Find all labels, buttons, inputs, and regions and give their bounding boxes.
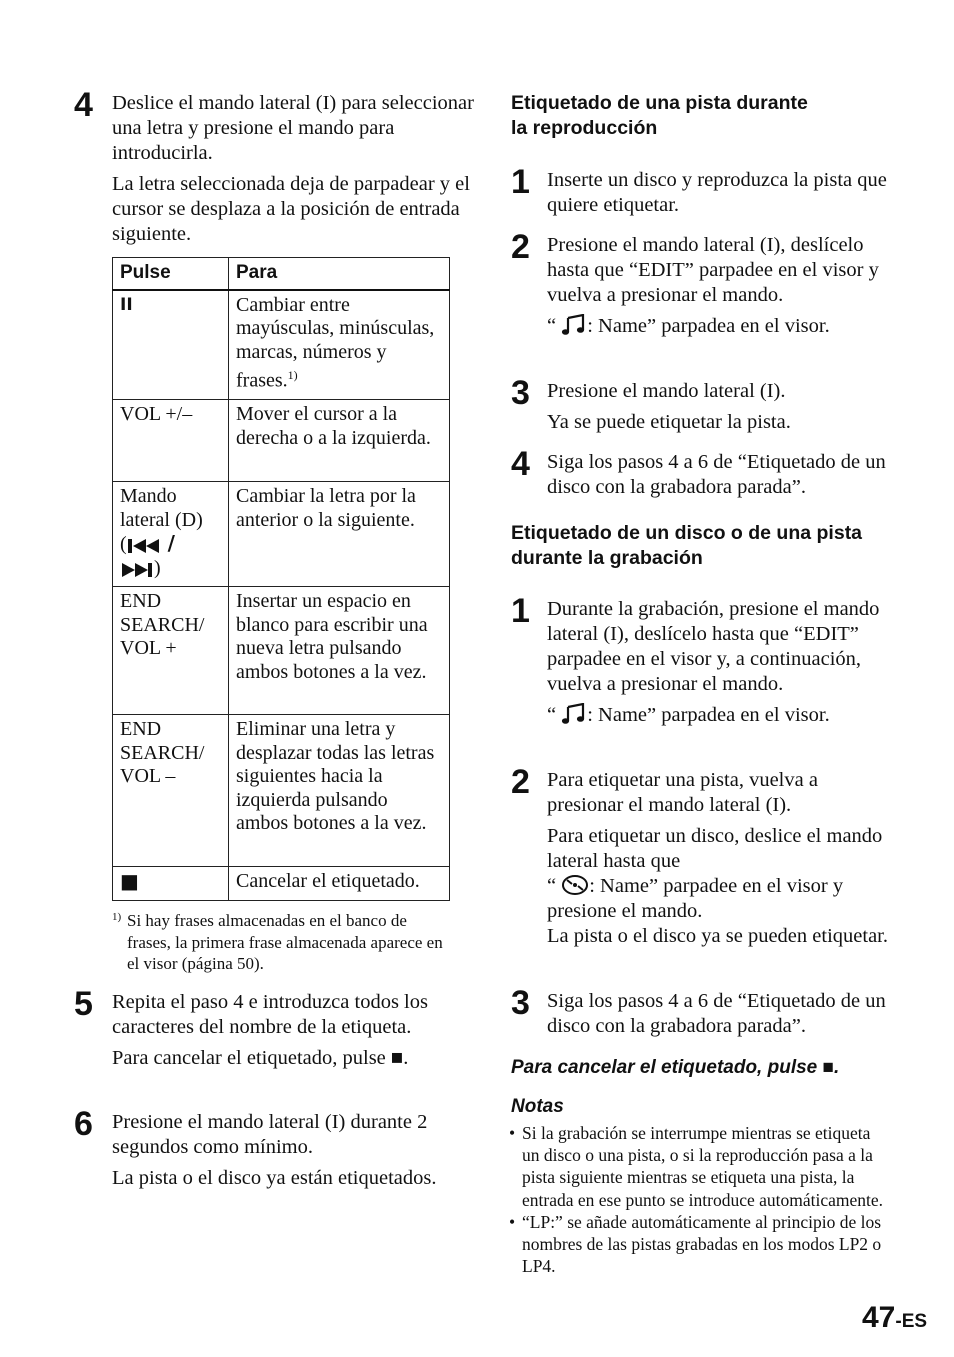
step-number: 1 — [511, 592, 530, 630]
table-cell: Eliminar una letra y desplazar todas las letras siguientes hacia la izquierda pulsando ambos botones a la vez. — [229, 715, 450, 867]
step-text: Repita el paso 4 e introduzca todos los caracteres del nombre de la etiqueta. — [112, 991, 428, 1038]
table-cell: Cambiar la letra por la anterior o la siguiente. — [229, 482, 450, 587]
step-number: 3 — [511, 984, 530, 1022]
table-cell: Cambiar entre mayúsculas, minúsculas, marcas, números y frases.$^{1)}$ — [229, 290, 450, 400]
section-heading: Etiquetado de una pista durante la reproducción — [511, 92, 808, 139]
step-3 — [511, 984, 897, 1039]
footnote-ref: 1) — [287, 368, 298, 382]
step-text: Para cancelar el etiquetado, pulse ■. — [112, 1047, 409, 1069]
step-3 — [511, 374, 897, 435]
step-text: Deslice el mando lateral (I) para seleccionar una letra y presione el mando para introducirla. — [112, 92, 474, 164]
key-table — [112, 257, 450, 901]
step-text: Ya se puede etiquetar la pista. — [547, 411, 791, 433]
step-number: 2 — [511, 228, 530, 266]
step-text: Inserte un disco y reproduzca la pista que quiere etiquetar. — [547, 169, 887, 216]
notes-title: Notas — [511, 1096, 564, 1117]
notes-list — [511, 1122, 886, 1277]
step-number: 2 — [511, 763, 530, 801]
step-text: Presione el mando lateral (I) durante 2 segundos como mínimo. — [112, 1111, 428, 1158]
list-item: • Si la grabación se interrumpe mientras se etiqueta un disco o una pista, o si la reproducción pasa a la pista siguiente mientras se etiqueta una pista, la entrada en ese punto se introduce automáticamente. — [511, 1122, 886, 1211]
table-row — [113, 715, 450, 867]
footnote-mark: 1) — [112, 911, 122, 923]
step-text: Presione el mando lateral (I). — [547, 380, 786, 402]
table-row — [113, 482, 450, 587]
step-text: Para etiquetar una pista, vuelva a presionar el mando lateral (I). — [547, 769, 818, 816]
footnote-text: Si hay frases almacenadas en el banco de frases, la primera frase almacenada aparece en el visor (página 50). — [127, 911, 443, 973]
step-1 — [511, 163, 897, 218]
step-2 — [511, 228, 897, 339]
music-note-icon — [561, 314, 587, 336]
previous-track-icon — [127, 538, 161, 554]
table-row — [113, 867, 450, 901]
step-text: Para etiquetar un disco, deslice el mando lateral hasta que “ : Name” parpadee en el visor y presione el mando. La pista o el disco ya se pueden etiquetar. — [547, 825, 888, 947]
step-number: 4 — [74, 86, 93, 124]
step-4 — [74, 86, 482, 247]
step-number: 4 — [511, 445, 530, 483]
step-text: “ : Name” parpadea en el visor. — [547, 704, 830, 726]
cancel-instruction: Para cancelar el etiquetado, pulse ■. — [511, 1057, 840, 1078]
table-row — [113, 400, 450, 482]
step-number: 5 — [74, 985, 93, 1023]
step-number: 1 — [511, 163, 530, 201]
section-heading: Etiquetado de un disco o de una pista durante la grabación — [511, 522, 863, 569]
step-number: 3 — [511, 374, 530, 412]
table-header-para: Para — [229, 258, 450, 290]
step-text: La letra seleccionada deja de parpadear y el cursor se desplaza a la posición de entrada siguiente. — [112, 173, 470, 245]
table-cell: Insertar un espacio en blanco para escribir una nueva letra pulsando ambos botones a la vez. — [229, 587, 450, 715]
next-track-icon — [120, 562, 154, 578]
step-text: Siga los pasos 4 a 6 de “Etiquetado de un disco con la grabadora parada”. — [547, 990, 886, 1037]
table-cell: END SEARCH/ VOL – — [113, 715, 229, 867]
page-number: 47-ES — [862, 1301, 928, 1334]
table-cell: END SEARCH/ VOL + — [113, 587, 229, 715]
step-1 — [511, 592, 897, 728]
table-cell: Mando lateral (D) ( / ) — [113, 482, 229, 587]
step-6 — [74, 1105, 482, 1191]
step-5 — [74, 985, 482, 1071]
disc-icon — [561, 874, 589, 896]
music-note-icon — [561, 703, 587, 725]
footnote — [112, 910, 447, 975]
pause-key: II — [113, 290, 229, 400]
step-text: Presione el mando lateral (I), deslícelo hasta que “EDIT” parpadee en el visor y vuelva a presionar el mando. — [547, 234, 879, 306]
table-cell: Cancelar el etiquetado. — [229, 867, 450, 901]
step-text: Siga los pasos 4 a 6 de “Etiquetado de un disco con la grabadora parada”. — [547, 451, 886, 498]
table-row — [113, 587, 450, 715]
step-4 — [511, 445, 897, 500]
step-text: La pista o el disco ya están etiquetados. — [112, 1167, 437, 1189]
table-cell: Mover el cursor a la derecha o a la izquierda. — [229, 400, 450, 482]
table-cell: VOL +/– — [113, 400, 229, 482]
step-number: 6 — [74, 1105, 93, 1143]
list-item: • “LP:” se añade automáticamente al principio de los nombres de las pistas grabadas en los modos LP2 o LP4. — [511, 1211, 886, 1278]
step-text: Durante la grabación, presione el mando lateral (I), deslícelo hasta que “EDIT” parpadee en el visor y, a continuación, vuelva a presionar el mando. — [547, 598, 880, 695]
step-2 — [511, 763, 897, 949]
table-row — [113, 290, 450, 400]
stop-key: ■ — [113, 867, 229, 901]
table-header-pulse: Pulse — [113, 258, 229, 290]
step-text: “ : Name” parpadea en el visor. — [547, 315, 830, 337]
